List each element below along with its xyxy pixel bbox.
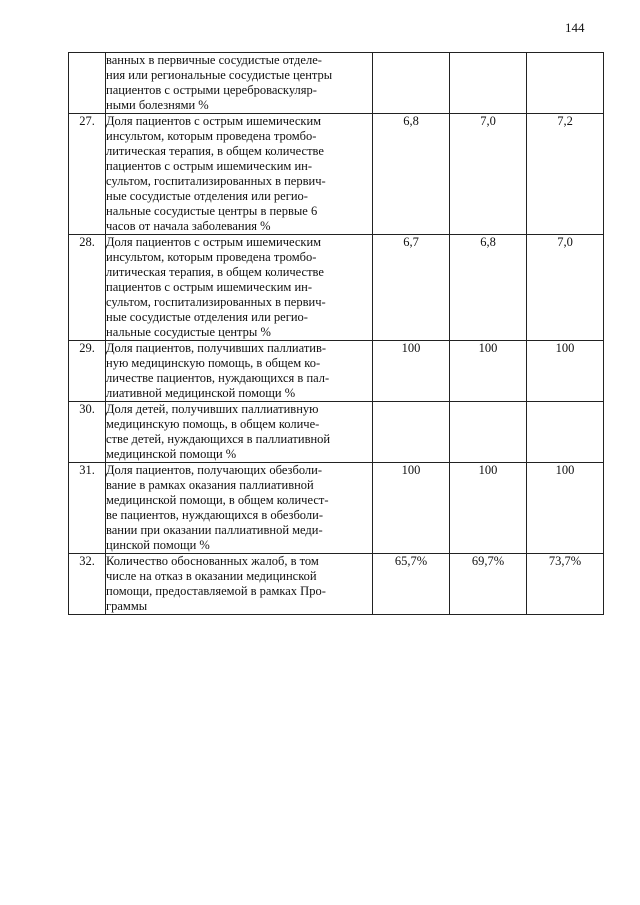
value-year-2: 7,0 xyxy=(450,114,527,235)
value-year-3 xyxy=(527,53,604,114)
description-line: сультом, госпитализированных в первич- xyxy=(106,295,326,309)
description-line: личестве пациентов, нуждающихся в пал- xyxy=(106,371,330,385)
value-year-2: 100 xyxy=(450,341,527,402)
row-number: 30. xyxy=(69,402,106,463)
description-line: Доля пациентов, получивших паллиатив- xyxy=(106,341,327,355)
indicator-description xyxy=(106,554,373,615)
row-number: 31. xyxy=(69,463,106,554)
table-row xyxy=(69,554,604,615)
indicator-description xyxy=(106,235,373,341)
description-line: числе на отказ в оказании медицинской xyxy=(106,569,317,583)
table-row xyxy=(69,235,604,341)
description-line: ную медицинскую помощь, в общем ко- xyxy=(106,356,321,370)
row-number: 27. xyxy=(69,114,106,235)
description-line: пациентов с острым ишемическим ин- xyxy=(106,159,313,173)
description-line: ве пациентов, нуждающихся в обезболи- xyxy=(106,508,323,522)
description-line: цинской помощи % xyxy=(106,538,210,552)
value-year-1 xyxy=(373,53,450,114)
value-year-1: 65,7% xyxy=(373,554,450,615)
value-year-3: 73,7% xyxy=(527,554,604,615)
indicator-description xyxy=(106,114,373,235)
description-line: Доля пациентов с острым ишемическим xyxy=(106,114,322,128)
description-line: стве детей, нуждающихся в паллиативной xyxy=(106,432,331,446)
description-line: инсультом, которым проведена тромбо- xyxy=(106,129,317,143)
table-row xyxy=(69,402,604,463)
value-year-2: 6,8 xyxy=(450,235,527,341)
description-line: ния или региональные сосудистые центры xyxy=(106,68,333,82)
table-row xyxy=(69,114,604,235)
description-line: пациентов с острым ишемическим ин- xyxy=(106,280,313,294)
indicator-description xyxy=(106,53,373,114)
row-number: 29. xyxy=(69,341,106,402)
description-line: ванных в первичные сосудистые отделе- xyxy=(106,53,322,67)
value-year-3 xyxy=(527,402,604,463)
value-year-3: 7,0 xyxy=(527,235,604,341)
indicator-description xyxy=(106,341,373,402)
description-line: инсультом, которым проведена тромбо- xyxy=(106,250,317,264)
description-line: часов от начала заболевания % xyxy=(106,219,271,233)
description-line: пациентов с острыми цереброваскуляр- xyxy=(106,83,317,97)
table-row xyxy=(69,341,604,402)
table-row xyxy=(69,53,604,114)
description-line: вании при оказании паллиативной меди- xyxy=(106,523,323,537)
indicator-description xyxy=(106,402,373,463)
value-year-1: 6,8 xyxy=(373,114,450,235)
description-line: граммы xyxy=(106,599,148,613)
value-year-3: 100 xyxy=(527,463,604,554)
value-year-3: 100 xyxy=(527,341,604,402)
description-line: сультом, госпитализированных в первич- xyxy=(106,174,326,188)
value-year-2: 100 xyxy=(450,463,527,554)
table-row xyxy=(69,463,604,554)
description-line: ные сосудистые отделения или регио- xyxy=(106,310,308,324)
description-line: ные сосудистые отделения или регио- xyxy=(106,189,308,203)
value-year-2 xyxy=(450,402,527,463)
description-line: медицинской помощи, в общем количест- xyxy=(106,493,329,507)
indicators-table xyxy=(68,52,604,615)
value-year-2: 69,7% xyxy=(450,554,527,615)
indicator-description xyxy=(106,463,373,554)
row-number: 32. xyxy=(69,554,106,615)
row-number: 28. xyxy=(69,235,106,341)
value-year-1 xyxy=(373,402,450,463)
description-line: литическая терапия, в общем количестве xyxy=(106,265,324,279)
description-line: Доля пациентов с острым ишемическим xyxy=(106,235,322,249)
description-line: Количество обоснованных жалоб, в том xyxy=(106,554,319,568)
description-line: медицинской помощи % xyxy=(106,447,237,461)
description-line: лиативной медицинской помощи % xyxy=(106,386,296,400)
value-year-3: 7,2 xyxy=(527,114,604,235)
page-number: 144 xyxy=(565,20,585,35)
value-year-1: 100 xyxy=(373,341,450,402)
description-line: помощи, предоставляемой в рамках Про- xyxy=(106,584,326,598)
value-year-1: 100 xyxy=(373,463,450,554)
row-number xyxy=(69,53,106,114)
value-year-2 xyxy=(450,53,527,114)
description-line: медицинскую помощь, в общем количе- xyxy=(106,417,320,431)
description-line: ными болезнями % xyxy=(106,98,209,112)
description-line: нальные сосудистые центры в первые 6 xyxy=(106,204,318,218)
indicators-table-body xyxy=(69,53,604,615)
value-year-1: 6,7 xyxy=(373,235,450,341)
description-line: литическая терапия, в общем количестве xyxy=(106,144,324,158)
description-line: вание в рамках оказания паллиативной xyxy=(106,478,314,492)
description-line: Доля пациентов, получающих обезболи- xyxy=(106,463,323,477)
description-line: Доля детей, получивших паллиативную xyxy=(106,402,319,416)
description-line: нальные сосудистые центры % xyxy=(106,325,271,339)
